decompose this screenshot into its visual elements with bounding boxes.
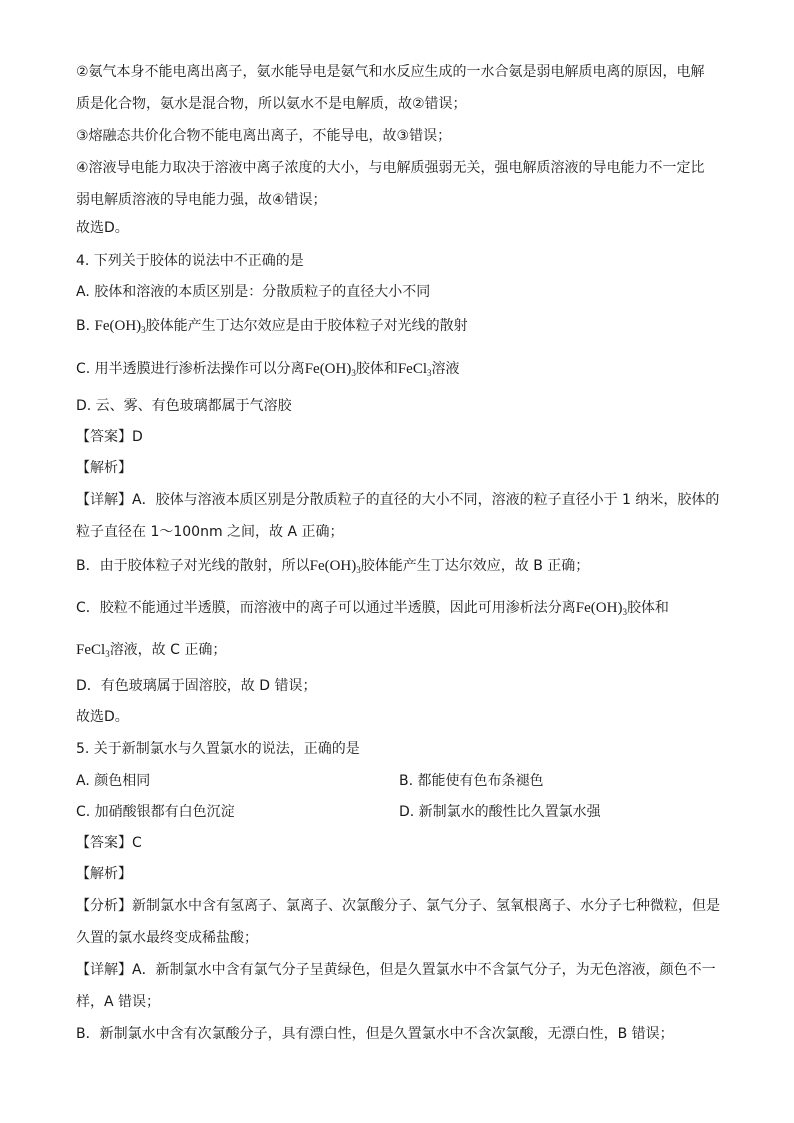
detail-text: 样，A 错误； [76,994,161,1010]
detail-text: 粒子直径在 1～100nm 之间，故 A 正确； [76,524,344,540]
question-4-option-c: C. 用半透膜进行渗析法操作可以分离$Fe(OH)_3$胶体和FeCl$_3$溶液 [76,361,460,378]
text-line: ②氨气本身不能电离出离子，氨水能导电是氨气和水反应生成的一水合氨是弱电解质电离的原因，电解 [76,64,705,80]
analysis-label: 【解析】 [76,460,132,476]
question-5-stem: 5. 关于新制氯水与久置氯水的说法，正确的是 [76,741,360,757]
chemical-formula: $Fe(OH)_3$ [309,558,361,575]
option-b-text: 胶体能产生丁达尔效应是由于胶体粒子对光线的散射 [145,318,468,334]
chemical-formula: $Fe(OH)_3$ [575,600,627,617]
chemical-formula: $Fe(OH)_3$ [304,361,356,378]
detail-text-b: B．由于胶体粒子对光线的散射，所以$Fe(OH)_3$胶体能产生丁达尔效应，故 B 正确； [76,558,590,575]
text-line: 故选D。 [76,220,129,236]
option-b-prefix: B. [76,318,95,334]
answer-label: 【答案】C [76,835,142,851]
question-5-option-d: D. 新制氯水的酸性比久置氯水强 [399,804,601,820]
question-5-option-a: A. 颜色相同 [76,773,151,789]
detail-text-c-cont: FeCl$_3$溶液，故 C 正确； [76,642,227,659]
detail-text: 【详解】A．新制氯水中含有氯气分子呈黄绿色，但是久置氯水中不含氯气分子，为无色溶液，颜色不一 [76,962,716,978]
chemical-formula: FeCl$_3$ [76,642,110,659]
question-5-option-c: C. 加硝酸银都有白色沉淀 [76,804,235,820]
detail-text-c: C．胶粒不能通过半透膜，而溶液中的离子可以通过半透膜，因此可用渗析法分离$Fe(OH)_3$胶体和 [76,600,669,617]
question-5-option-b: B. 都能使有色布条褪色 [399,773,544,789]
fenxi-text: 【分析】新制氯水中含有氢离子、氯离子、次氯酸分子、氯气分子、氢氧根离子、水分子七种微粒，但是 [76,898,720,914]
fenxi-text: 久置的氯水最终变成稀盐酸； [76,930,258,946]
text-line: 弱电解质溶液的导电能力强，故④错误； [76,192,327,208]
text-line: ③熔融态共价化合物不能电离出离子，不能导电，故③错误； [76,128,452,144]
text-line: ④溶液导电能力取决于溶液中离子浓度的大小，与电解质强弱无关，强电解质溶液的导电能力不一定比 [76,160,705,176]
question-4-option-a: A. 胶体和溶液的本质区别是：分散质粒子的直径大小不同 [76,284,431,300]
question-4-stem: 4. 下列关于胶体的说法中不正确的是 [76,253,304,269]
text-line: 质是化合物，氨水是混合物，所以氨水不是电解质，故②错误； [76,96,467,112]
detail-text-b: B．新制氯水中含有次氯酸分子，具有漂白性，但是久置氯水中不含次氯酸，无漂白性，B 错误； [76,1026,674,1042]
chemical-formula: FeCl$_3$ [397,361,432,378]
detail-text: 【详解】A．胶体与溶液本质区别是分散质粒子的直径的大小不同，溶液的粒子直径小于 1 纳米，胶体的 [76,492,720,508]
question-4-option-b [76,316,468,336]
conclusion-text: 故选D。 [76,709,129,725]
answer-label: 【答案】D [76,429,143,445]
chemical-formula: $Fe(OH)_3$ [94,318,146,335]
question-4-option-d: D. 云、雾、有色玻璃都属于气溶胶 [76,398,292,414]
detail-text-d: D．有色玻璃属于固溶胶，故 D 错误； [76,678,317,694]
analysis-label: 【解析】 [76,866,132,882]
